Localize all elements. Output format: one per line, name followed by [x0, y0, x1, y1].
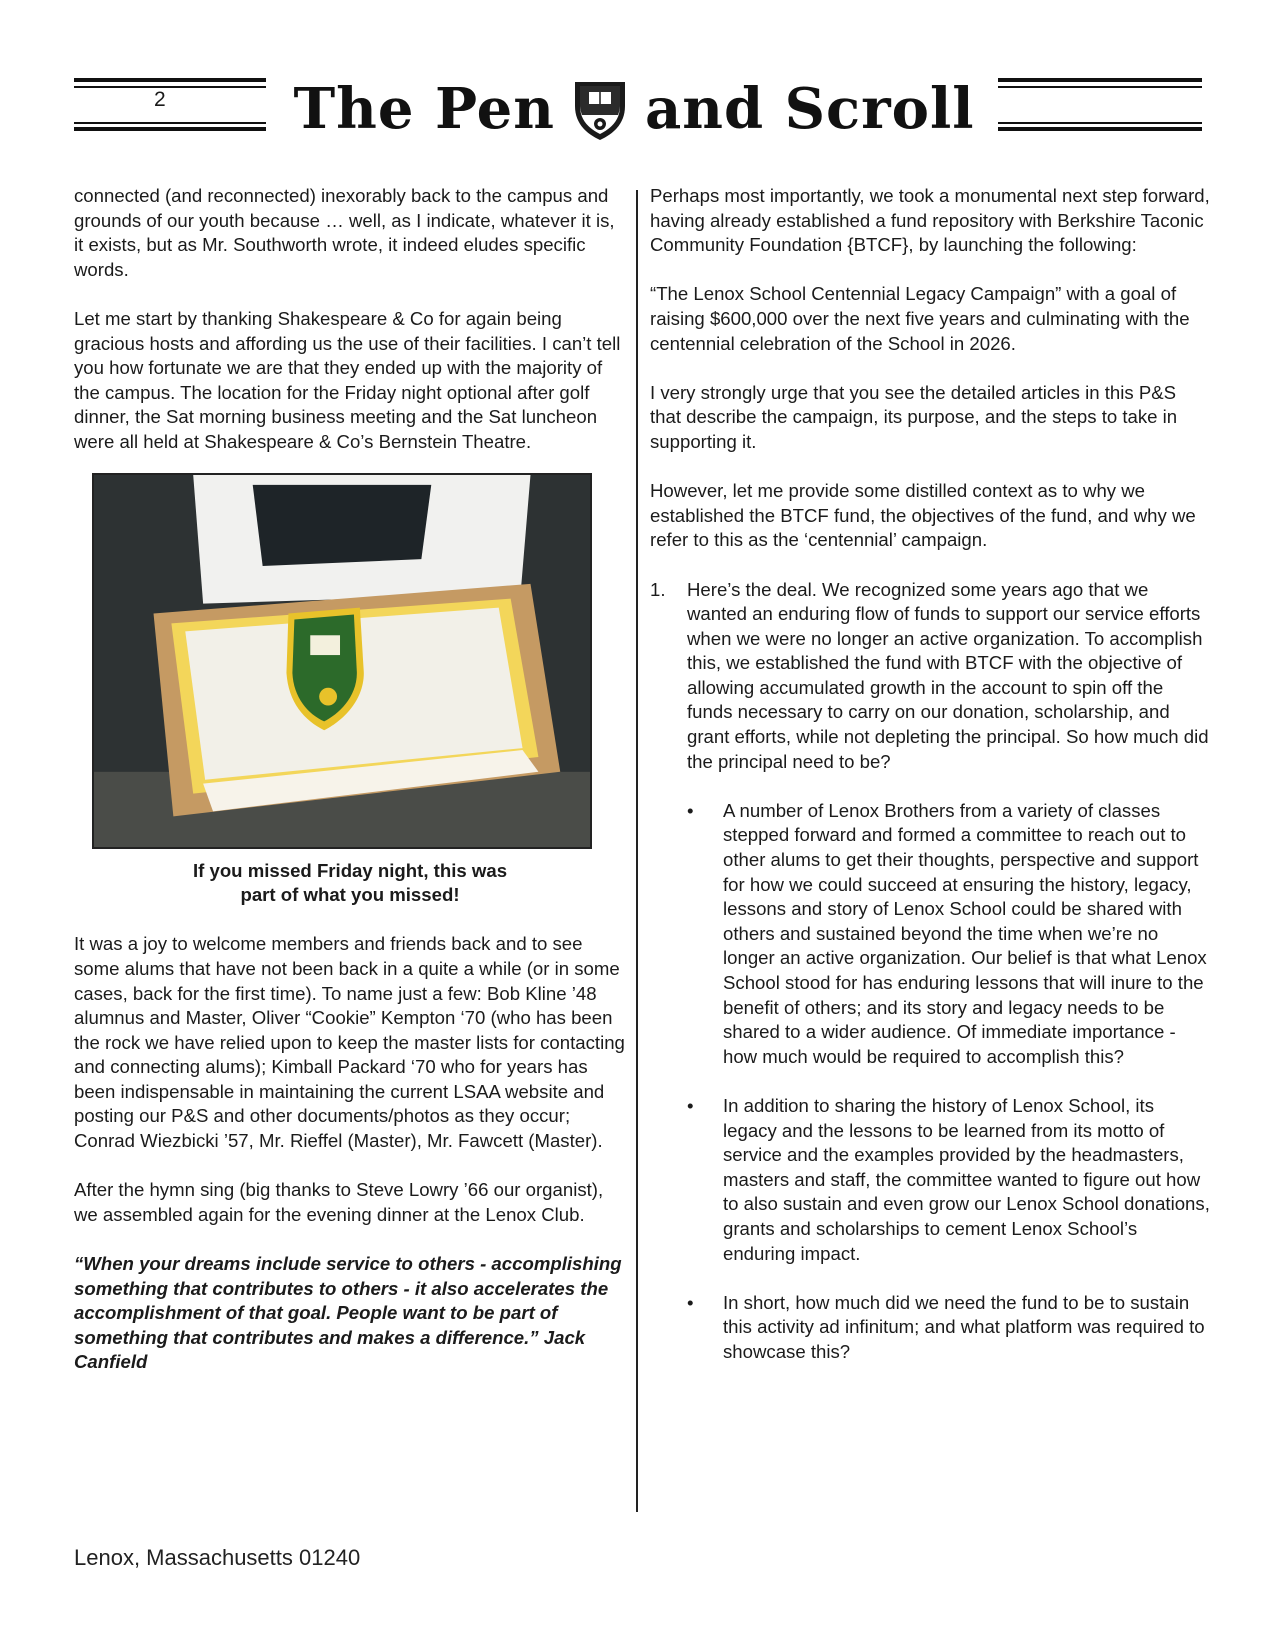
bullet-icon: • [687, 1291, 694, 1313]
right-paragraph-2: “The Lenox School Centennial Legacy Campaign” with a goal of raising $600,000 over the next five years and culminating with the centennial celebration of the School in 2026. [650, 283, 1190, 354]
photo-caption [74, 859, 626, 908]
bullet-icon: • [687, 799, 694, 821]
caption-line-2: part of what you missed! [240, 884, 460, 906]
left-paragraph-4: After the hymn sing (big thanks to Steve Lowry ’66 our organist), we assembled again for the evening dinner at the Lenox Club. [74, 1179, 604, 1225]
masthead-rules-right [998, 78, 1202, 134]
newsletter-title [274, 74, 994, 144]
cake-photo-image [94, 475, 590, 847]
left-column [74, 184, 626, 1400]
footer-address: Lenox, Massachusetts 01240 [74, 1545, 361, 1570]
caption-line-1: If you missed Friday night, this was [192, 859, 508, 881]
right-paragraph-4: However, let me provide some distilled context as to why we established the BTCF fund, the objectives of the fund, and why we refer to this as the ‘centennial’ campaign. [650, 480, 1196, 551]
right-paragraph-1: Perhaps most importantly, we took a monumental next step forward, having already established a fund repository with Berkshire Taconic Community Foundation {BTCF}, by launching the following: [650, 185, 1210, 256]
bullet-item [687, 1094, 1210, 1266]
bullet-text: A number of Lenox Brothers from a variety of classes stepped forward and formed a committee to reach out to other alums to get their thoughts, perspective and support for how we could succeed at ensuring the history, legacy, lessons and story of Lenox School could be shared with others and sustained beyond the time when we’re no longer an active organization. Our belief is that what Lenox School stood for has enduring lessons that will inure to the benefit of others; and its story and legacy needs to be shared to a wider audience. Of immediate importance - how much would be required to accomplish this? [723, 799, 1207, 1067]
bullet-text: In short, how much did we need the fund to be to sustain this activity ad infinitum; and what platform was required to showcase this? [723, 1291, 1205, 1362]
crest-icon [569, 76, 631, 142]
right-paragraph-3: I very strongly urge that you see the detailed articles in this P&S that describe the campaign, its purpose, and the steps to take in supporting it. [650, 381, 1178, 452]
column-divider [636, 190, 638, 1512]
left-paragraph-2: Let me start by thanking Shakespeare & Co for again being gracious hosts and affording us the use of their facilities. I can’t tell you how fortunate we are that they ended up with the majority of the campus. The location for the Friday night optional after golf dinner, the Sat morning business meeting and the Sat luncheon were all held at Shakespeare & Co’s Bernstein Theatre. [74, 307, 621, 452]
left-paragraph-3: It was a joy to welcome members and friends back and to see some alums that have not been back in a quite a while (or in some cases, back for the first time). To name just a few: Bob Kline ’48 alumnus and Master, Oliver “Cookie” Kempton ‘70 (who has been the rock we have relied upon to keep the master lists for contacting and connecting alums); Kimball Packard ‘70 who for years has been indispensable in maintaining the current LSAA website and posting our P&S and other documents/photos as they occur; Conrad Wiezbicki ’57, Mr. Rieffel (Master), Mr. Fawcett (Master). [74, 933, 625, 1152]
canfield-quote: “When your dreams include service to others - accomplishing something that contributes to others - it also accelerates the accomplishment of that goal. People want to be part of something that contributes and makes a difference.” Jack Canfield [74, 1253, 622, 1373]
item-text: Here’s the deal. We recognized some years ago that we wanted an enduring flow of funds to support our service efforts when we were no longer an active organization. To accomplish this, we established the fund with BTCF with the objective of allowing accumulated growth in the account to spin off the funds necessary to carry on our donation, scholarship, and grant efforts, while not depleting the principal. So how much did the principal need to be? [687, 578, 1209, 772]
title-right: and Scroll [644, 76, 975, 142]
title-left: The Pen [293, 76, 555, 142]
right-column [650, 184, 1210, 1389]
item-number: 1. [650, 578, 666, 600]
numbered-item-1 [650, 578, 1210, 775]
masthead [74, 74, 1202, 154]
bullet-item [687, 799, 1210, 1070]
cake-photo [92, 473, 592, 849]
masthead-rules-left [74, 78, 266, 134]
left-paragraph-1: connected (and reconnected) inexorably back to the campus and grounds of our youth because … well, as I indicate, whatever it is, it exists, but as Mr. Southworth wrote, it indeed eludes specific words. [74, 185, 615, 280]
bullet-list [687, 799, 1210, 1365]
bullet-item [687, 1291, 1210, 1365]
page-number: 2 [154, 88, 166, 111]
bullet-text: In addition to sharing the history of Lenox School, its legacy and the lessons to be learned from its motto of service and the examples provided by the headmasters, masters and staff, the committee wanted to figure out how to also sustain and even grow our Lenox School donations, grants and scholarships to cement Lenox School’s enduring impact. [723, 1094, 1210, 1264]
bullet-icon: • [687, 1094, 694, 1116]
